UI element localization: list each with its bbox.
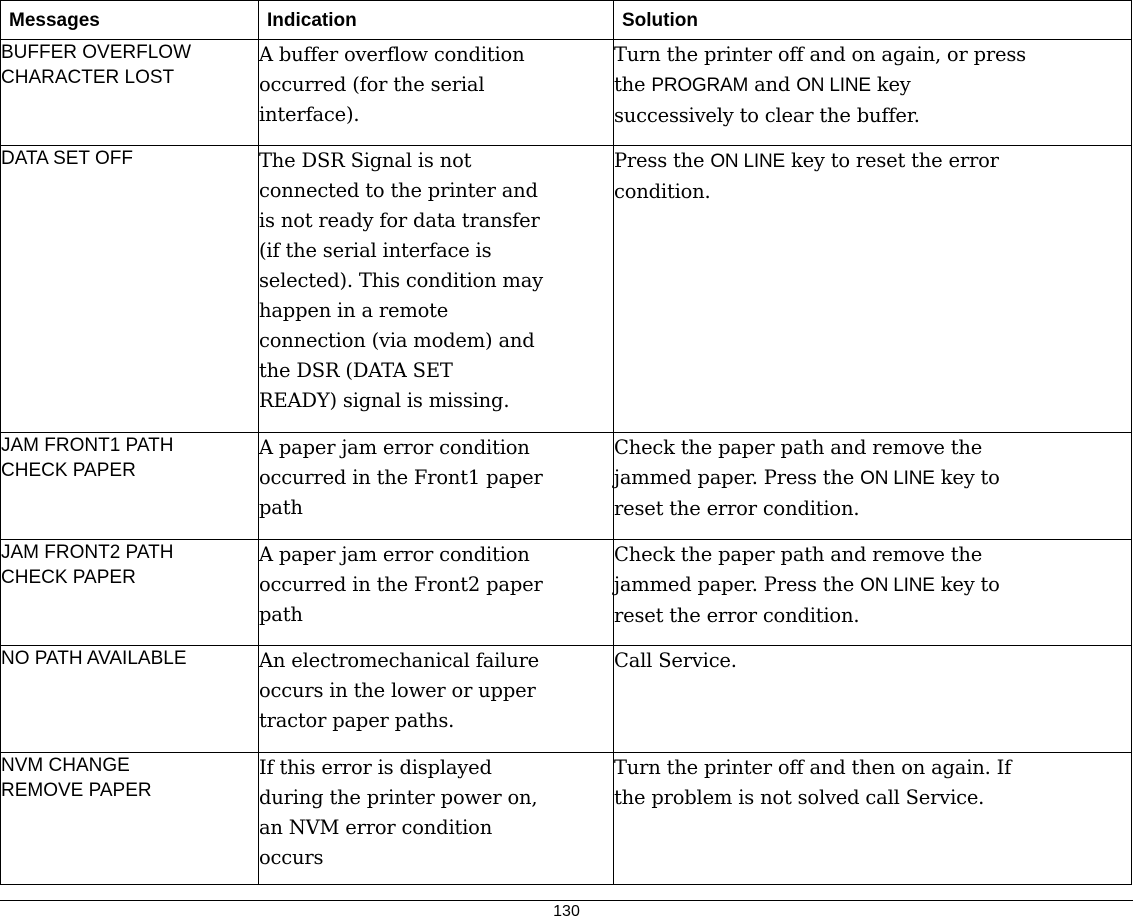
solution-line — [614, 433, 1131, 463]
indication-cell — [259, 146, 614, 433]
indication-line: path — [259, 496, 303, 519]
indication-line: the DSR (DATA SET — [259, 359, 453, 382]
solution-cell — [614, 433, 1132, 540]
message-line: DATA SET OFF — [1, 148, 133, 169]
indication-line: during the printer power on, — [259, 786, 538, 809]
solution-text: Check the paper path and remove the — [614, 543, 983, 566]
solution-text: reset the error condition. — [614, 604, 860, 627]
message-cell — [1, 433, 259, 540]
indication-line: (if the serial interface is — [259, 239, 492, 262]
solution-text: Check the paper path and remove the — [614, 436, 983, 459]
indication-line: tractor paper paths. — [259, 709, 455, 732]
key-name: ON LINE — [860, 575, 935, 596]
solution-cell — [614, 540, 1132, 646]
solution-text: key to — [934, 466, 1000, 489]
header-indication: Indication — [259, 1, 614, 40]
solution-text: key to reset the error — [784, 149, 999, 172]
indication-cell — [259, 753, 614, 885]
solution-text: condition. — [614, 180, 711, 203]
indication-line: occurred in the Front2 paper — [259, 573, 543, 596]
solution-line — [614, 601, 1131, 631]
indication-line: A paper jam error condition — [259, 436, 530, 459]
indication-line: path — [259, 603, 303, 626]
table-row — [1, 146, 1132, 433]
solution-line — [614, 177, 1131, 207]
table-row — [1, 753, 1132, 885]
table-row — [1, 40, 1132, 146]
solution-line — [614, 463, 1131, 494]
header-solution: Solution — [614, 1, 1132, 40]
table-row — [1, 646, 1132, 753]
footer-divider — [0, 900, 1133, 901]
solution-text: the problem is not solved call Service. — [614, 786, 985, 809]
solution-text: Turn the printer off and on again, or press — [614, 43, 1026, 66]
indication-line: connected to the printer and — [259, 179, 538, 202]
indication-line: an NVM error condition — [259, 816, 493, 839]
solution-text: and — [748, 73, 797, 96]
indication-line: READY) signal is missing. — [259, 389, 510, 412]
solution-cell — [614, 646, 1132, 753]
indication-cell — [259, 646, 614, 753]
solution-text: Turn the printer off and then on again. If — [614, 756, 1012, 779]
message-cell — [1, 146, 259, 433]
indication-line: happen in a remote — [259, 299, 449, 322]
solution-text: jammed paper. Press the — [614, 573, 861, 596]
message-line: CHECK PAPER — [1, 567, 136, 588]
solution-cell — [614, 753, 1132, 885]
message-line: CHARACTER LOST — [1, 67, 175, 88]
key-name: ON LINE — [860, 468, 935, 489]
solution-line — [614, 494, 1131, 524]
indication-cell — [259, 540, 614, 646]
solution-text: key — [870, 73, 911, 96]
header-messages: Messages — [1, 1, 259, 40]
solution-line — [614, 570, 1131, 601]
solution-line — [614, 146, 1131, 177]
table-header-row — [1, 1, 1132, 40]
message-line: BUFFER OVERFLOW — [1, 42, 192, 63]
message-line: NO PATH AVAILABLE — [1, 648, 187, 669]
message-cell — [1, 540, 259, 646]
solution-text: the — [614, 73, 652, 96]
indication-line: occurs — [259, 846, 324, 869]
solution-line — [614, 70, 1131, 101]
solution-text: reset the error condition. — [614, 497, 860, 520]
indication-line: occurred in the Front1 paper — [259, 466, 543, 489]
solution-text: Press the — [614, 149, 711, 172]
solution-text: Call Service. — [614, 649, 737, 672]
page-number: 130 — [553, 903, 580, 920]
indication-line: A buffer overflow condition — [259, 43, 525, 66]
indication-line: The DSR Signal is not — [259, 149, 472, 172]
solution-line — [614, 101, 1131, 131]
solution-cell — [614, 146, 1132, 433]
message-line: CHECK PAPER — [1, 460, 136, 481]
message-line: NVM CHANGE — [1, 755, 130, 776]
indication-cell — [259, 433, 614, 540]
indication-line: selected). This condition may — [259, 269, 543, 292]
solution-cell — [614, 40, 1132, 146]
message-cell — [1, 40, 259, 146]
message-line: REMOVE PAPER — [1, 780, 152, 801]
key-name: PROGRAM — [651, 75, 749, 96]
key-name: ON LINE — [710, 151, 785, 172]
solution-line — [614, 40, 1131, 70]
indication-line: interface). — [259, 103, 360, 126]
indication-cell — [259, 40, 614, 146]
solution-line — [614, 783, 1131, 813]
solution-line — [614, 646, 1131, 676]
key-name: ON LINE — [796, 75, 871, 96]
solution-line — [614, 540, 1131, 570]
indication-line: If this error is displayed — [259, 756, 492, 779]
message-line: JAM FRONT2 PATH — [1, 542, 174, 563]
indication-line: connection (via modem) and — [259, 329, 535, 352]
table-body — [1, 40, 1132, 885]
solution-text: successively to clear the buffer. — [614, 104, 920, 127]
message-cell — [1, 646, 259, 753]
table-row — [1, 540, 1132, 646]
indication-line: occurs in the lower or upper — [259, 679, 536, 702]
table-row — [1, 433, 1132, 540]
indication-line: An electromechanical failure — [259, 649, 540, 672]
solution-line — [614, 753, 1131, 783]
message-cell — [1, 753, 259, 885]
indication-line: occurred (for the serial — [259, 73, 485, 96]
message-line: JAM FRONT1 PATH — [1, 435, 174, 456]
indication-line: A paper jam error condition — [259, 543, 530, 566]
indication-line: is not ready for data transfer — [259, 209, 540, 232]
solution-text: jammed paper. Press the — [614, 466, 861, 489]
solution-text: key to — [934, 573, 1000, 596]
